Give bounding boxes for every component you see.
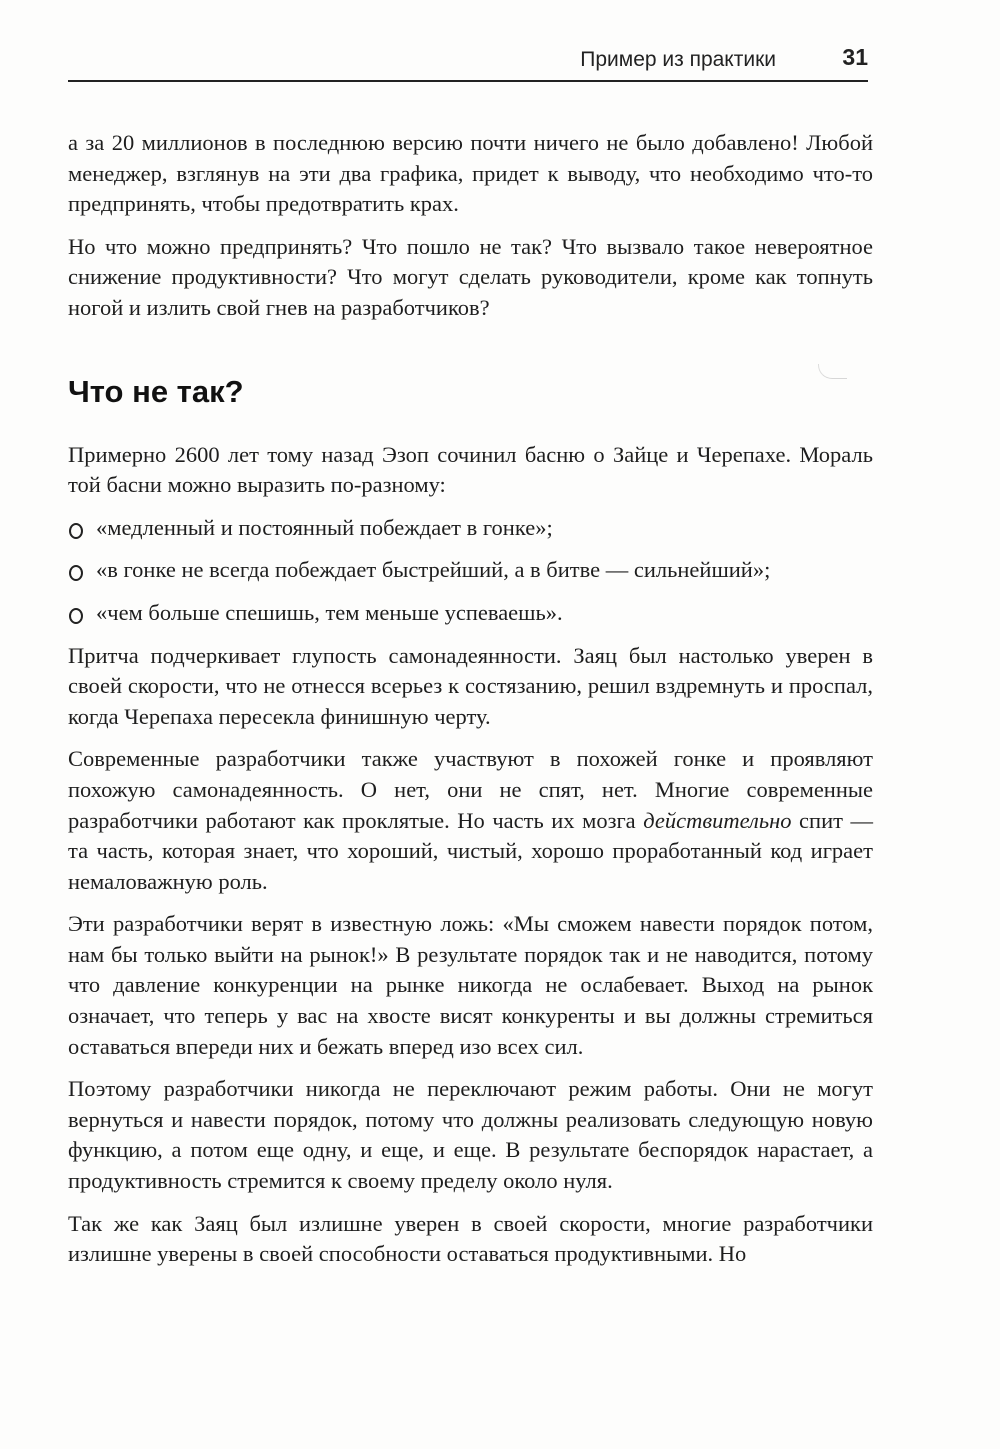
list-item bbox=[68, 598, 873, 629]
paragraph-3: Примерно 2600 лет тому назад Эзоп сочинил басню о Зайце и Черепахе. Мораль той басни можно выразить по-разному: bbox=[68, 441, 873, 498]
page-number: 31 bbox=[842, 44, 868, 70]
running-title: Пример из практики bbox=[580, 48, 776, 71]
paragraph-4: Притча подчеркивает глупость самонадеянности. Заяц был настолько уверен в своей скорости, что не отнесся всерьез к состязанию, решил вздремнуть и проспал, когда Черепаха пересекла финишную черту. bbox=[68, 642, 873, 729]
list-item-text: «медленный и постоянный побеждает в гонке»; bbox=[96, 514, 553, 540]
paragraph-5-text-start: Современные разработчики также участвуют в похожей гонке и проявляют похожую самонадеянность. О нет, они не спят, нет. Многие современные разработчики работают как проклятые. Но часть их мозга bbox=[68, 746, 873, 833]
paragraph-7: Поэтому разработчики никогда не переключают режим работы. Они не могут вернуться и навести порядок, потому что должны реализовать следующую новую функцию, а потом еще одну, и еще, и еще. В результате беспорядок нарастает, а продуктивность стремится к своему пределу около нуля. bbox=[68, 1076, 873, 1194]
bullet-list bbox=[68, 513, 873, 629]
running-header bbox=[68, 40, 868, 82]
circle-bullet-icon bbox=[69, 523, 83, 539]
paragraph-2: Но что можно предпринять? Что пошло не так? Что вызвало такое невероятное снижение продуктивности? Что могут сделать руководители, кроме как топнуть ногой и излить свой гнев на разработчиков? bbox=[68, 233, 873, 320]
section-heading: Что не так? bbox=[68, 373, 244, 409]
paragraph-1: а за 20 миллионов в последнюю версию почти ничего не было добавлено! Любой менеджер, взглянув на эти два графика, придет к выводу, что необходимо что-то предпринять, чтобы предотвратить крах. bbox=[68, 130, 873, 217]
paragraph-5-text-end: спит — та часть, которая знает, что хороший, чистый, хорошо проработанный код играет немаловажную роль. bbox=[68, 807, 873, 894]
circle-bullet-icon bbox=[69, 608, 83, 624]
paragraph-8: Так же как Заяц был излишне уверен в своей скорости, многие разработчики излишне уверены в своей способности оставаться продуктивными. Но bbox=[68, 1210, 873, 1267]
paragraph-5-emphasis: действительно bbox=[643, 807, 792, 833]
paragraph-5 bbox=[68, 744, 873, 897]
list-item bbox=[68, 513, 873, 544]
list-item bbox=[68, 555, 873, 586]
body-text bbox=[68, 128, 873, 1282]
list-item-text: «чем больше спешишь, тем меньше успеваешь». bbox=[96, 599, 563, 625]
list-item-text: «в гонке не всегда побеждает быстрейший, а в битве — сильнейший»; bbox=[96, 557, 771, 583]
circle-bullet-icon bbox=[69, 565, 83, 581]
paragraph-6: Эти разработчики верят в известную ложь: «Мы сможем навести порядок потом, нам бы только выйти на рынок!» В результате порядок так и не наводится, потому что давление конкуренции на рынке никогда не ослабевает. Выход на рынок означает, что теперь у вас на хвосте висят конкуренты и вы должны стремиться оставаться впереди них и бежать вперед изо всех сил. bbox=[68, 911, 873, 1059]
